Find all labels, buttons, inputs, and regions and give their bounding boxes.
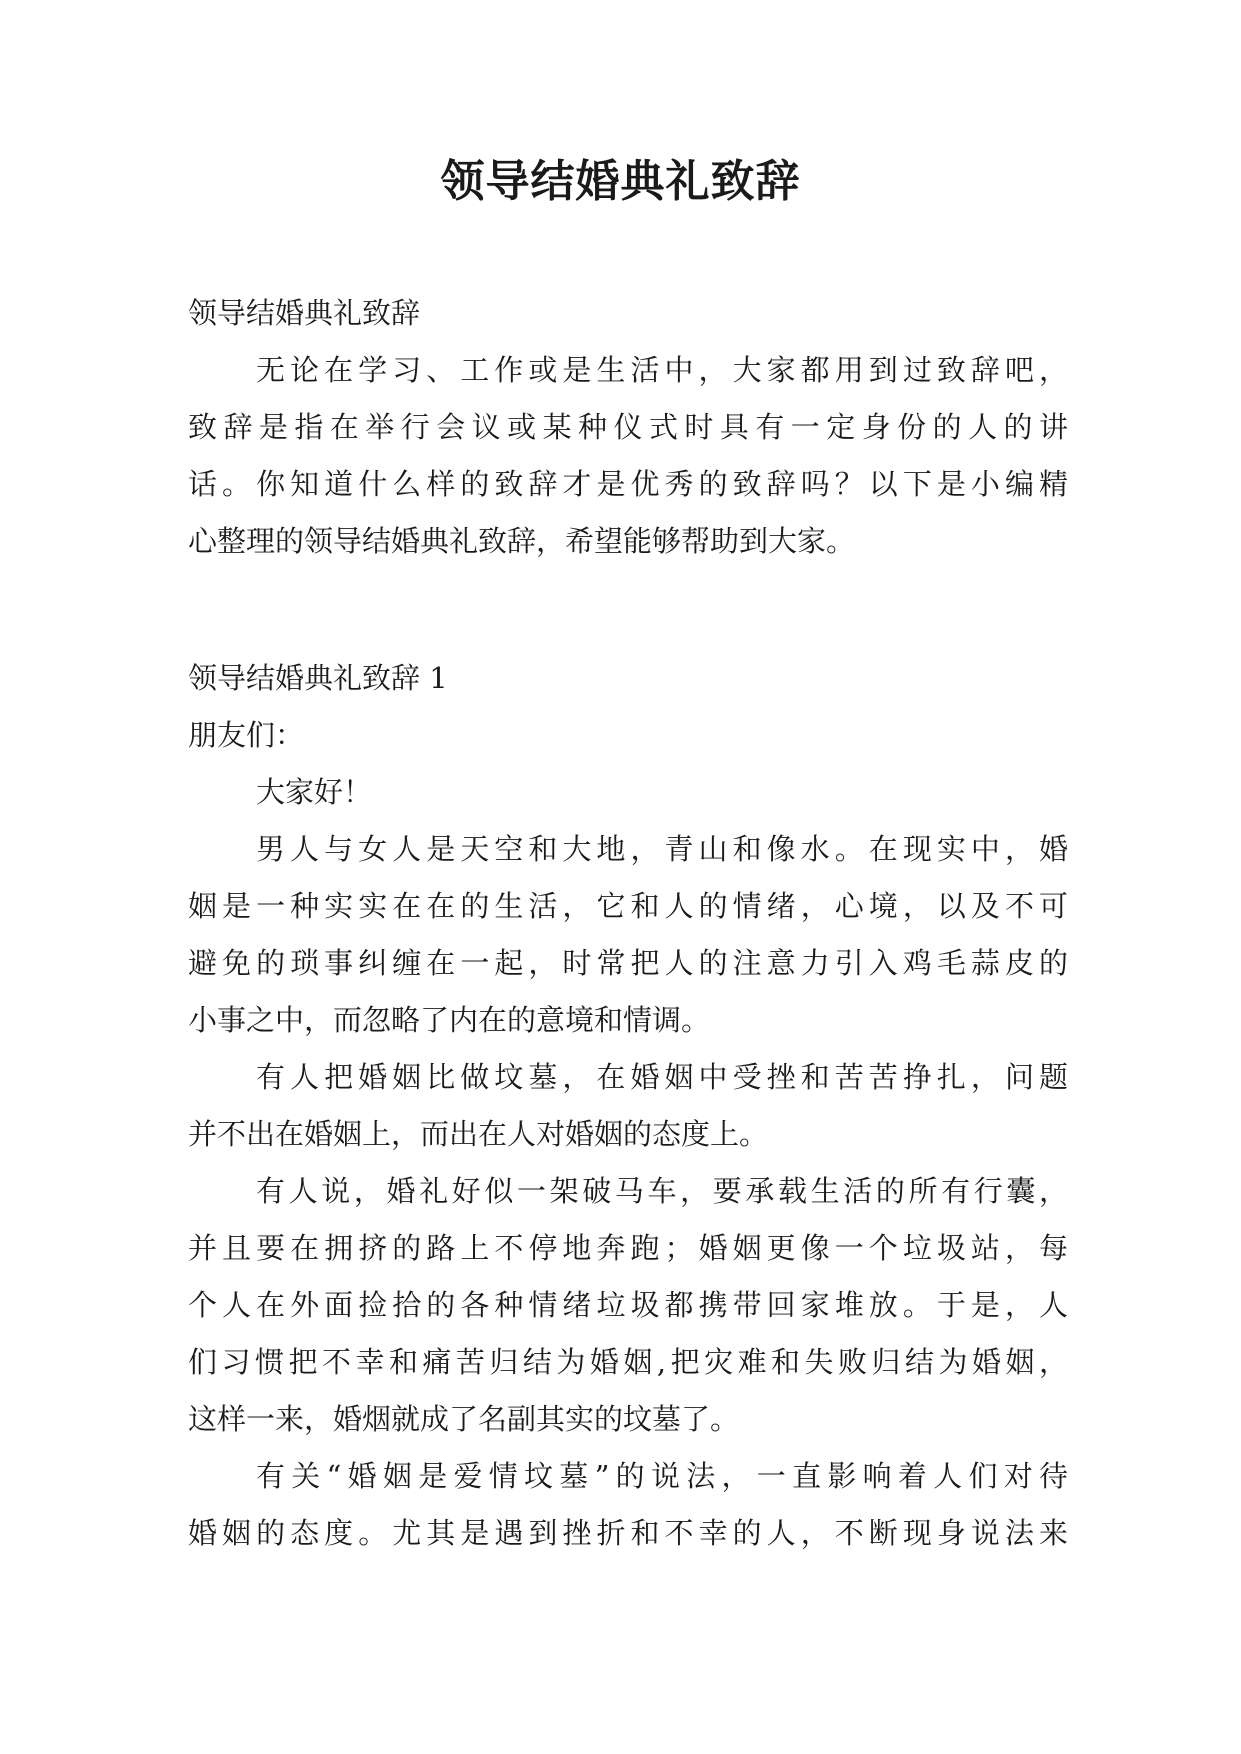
paragraph-line: 话。你知道什么样的致辞才是优秀的致辞吗？以下是小编精: [188, 467, 1068, 501]
intro-paragraph: [188, 342, 1068, 570]
document-title: 领导结婚典礼致辞: [440, 156, 801, 207]
salutation: 朋友们：: [188, 718, 305, 752]
paragraph-line: 有人说，婚礼好似一架破马车，要承载生活的所有行囊，: [256, 1174, 1068, 1208]
paragraph-line: 有关“婚姻是爱情坟墓”的说法，一直影响着人们对待: [256, 1459, 1068, 1493]
paragraph-line: 无论在学习、工作或是生活中，大家都用到过致辞吧，: [256, 353, 1068, 387]
paragraph-line: 心整理的领导结婚典礼致辞，希望能够帮助到大家。: [188, 524, 856, 558]
paragraph-line: 姻是一种实实在在的生活，它和人的情绪，心境，以及不可: [188, 889, 1068, 923]
section-heading: 领导结婚典礼致辞 1: [188, 661, 448, 695]
document-subtitle: 领导结婚典礼致辞: [188, 296, 421, 330]
paragraph-line: 并不出在婚姻上，而出在人对婚姻的态度上。: [188, 1117, 769, 1151]
paragraph-line: 避免的琐事纠缠在一起，时常把人的注意力引入鸡毛蒜皮的: [188, 946, 1068, 980]
paragraph-line: 并且要在拥挤的路上不停地奔跑；婚姻更像一个垃圾站，每: [188, 1231, 1068, 1265]
paragraph-line: 婚姻的态度。尤其是遇到挫折和不幸的人，不断现身说法来: [188, 1516, 1068, 1550]
paragraph-line: 们习惯把不幸和痛苦归结为婚姻,把灾难和失败归结为婚姻，: [188, 1345, 1068, 1379]
paragraph-line: 个人在外面捡拾的各种情绪垃圾都携带回家堆放。于是，人: [188, 1288, 1068, 1322]
paragraph-line: 小事之中，而忽略了内在的意境和情调。: [188, 1003, 711, 1037]
body-paragraph: [188, 1049, 1068, 1163]
body-paragraph: [188, 1448, 1068, 1562]
body-paragraph: [188, 821, 1068, 1049]
paragraph-line: 有人把婚姻比做坟墓，在婚姻中受挫和苦苦挣扎，问题: [256, 1060, 1068, 1094]
greeting: 大家好！: [256, 775, 373, 809]
paragraph-line: 男人与女人是天空和大地，青山和像水。在现实中，婚: [256, 832, 1068, 866]
document-body: [188, 285, 1068, 1562]
section-spacer: [188, 570, 1068, 650]
body-paragraph: [188, 1163, 1068, 1448]
paragraph-line: 致辞是指在举行会议或某种仪式时具有一定身份的人的讲: [188, 410, 1068, 444]
paragraph-line: 这样一来，婚烟就成了名副其实的坟墓了。: [188, 1402, 740, 1436]
